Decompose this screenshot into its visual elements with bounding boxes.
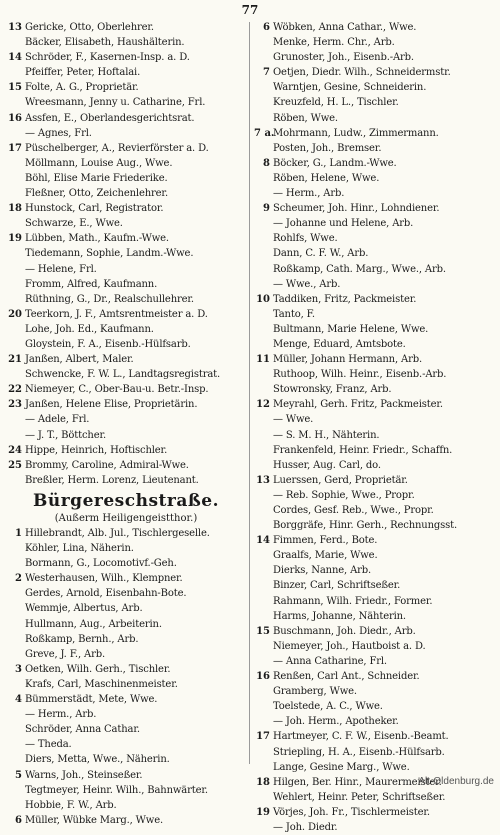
house-number: 12 [256, 399, 270, 411]
house-number: 24 [8, 444, 22, 456]
resident-text: — Wwe., Arb. [273, 278, 341, 290]
resident-text: Hilgen, Ber. Hinr., Maurermeister. [273, 776, 442, 788]
directory-entry [254, 156, 494, 171]
directory-entry [254, 714, 494, 729]
resident-text: Fromm, Alfred, Kaufmann. [25, 278, 158, 290]
directory-entry [254, 458, 494, 473]
house-number: 2 [15, 573, 22, 585]
directory-entry [6, 246, 246, 261]
resident-text: Schwarze, E., Wwe. [25, 218, 123, 230]
resident-text: Bultmann, Marie Helene, Wwe. [273, 323, 429, 335]
directory-entry [6, 216, 246, 231]
directory-entry [254, 488, 494, 503]
directory-entry [6, 277, 246, 292]
directory-entry [254, 367, 494, 382]
house-number: 18 [8, 203, 22, 215]
directory-entry [6, 382, 246, 397]
resident-text: Tegtmeyer, Heinr. Wilh., Bahnwärter. [25, 784, 208, 796]
house-number: 25 [8, 459, 22, 471]
directory-entry [6, 156, 246, 171]
directory-entry [6, 367, 246, 382]
directory-entry [6, 231, 246, 246]
directory-entry [254, 563, 494, 578]
directory-entry [254, 428, 494, 443]
directory-entry [254, 699, 494, 714]
directory-entry [6, 171, 246, 186]
directory-entry [6, 35, 246, 50]
directory-entry [254, 231, 494, 246]
resident-text: Roßkamp, Bernh., Arb. [25, 633, 139, 645]
resident-text: Hippe, Heinrich, Hoftischler. [25, 444, 168, 456]
resident-text: Teerkorn, J. F., Amtsrentmeister a. D. [25, 308, 208, 320]
house-number: 19 [8, 233, 22, 245]
resident-text: Niemeyer, C., Ober-Bau-u. Betr.-Insp. [25, 384, 209, 396]
house-number: 11 [256, 354, 270, 366]
directory-entry [6, 783, 246, 798]
resident-text: Schröder, F., Kasernen-Insp. a. D. [25, 52, 190, 64]
resident-text: Lange, Gesine Marg., Wwe. [273, 761, 410, 773]
resident-text: Husser, Aug. Carl, do. [273, 459, 381, 471]
directory-entry [254, 639, 494, 654]
resident-text: Rahmann, Wilh. Friedr., Former. [273, 595, 433, 607]
house-number: 13 [256, 474, 270, 486]
directory-entry [254, 322, 494, 337]
house-number: 3 [15, 663, 22, 675]
resident-text: Menge, Eduard, Amtsbote. [273, 338, 406, 350]
resident-text: — Herm., Arb. [273, 188, 345, 200]
directory-entry [254, 760, 494, 775]
resident-text: — Agnes, Frl. [25, 127, 92, 139]
resident-text: Püschelberger, A., Revierförster a. D. [25, 142, 209, 154]
resident-text: — Johanne und Helene, Arb. [273, 218, 414, 230]
resident-text: Böcker, G., Landm.-Wwe. [273, 157, 397, 169]
resident-text: Röben, Helene, Wwe. [273, 172, 380, 184]
directory-entry [6, 473, 246, 488]
directory-entry [254, 443, 494, 458]
resident-text: Graalfs, Marie, Wwe. [273, 550, 378, 562]
resident-text: Lübben, Math., Kaufm.-Wwe. [25, 233, 169, 245]
resident-text: Janßen, Albert, Maler. [25, 354, 134, 366]
resident-text: Bümmerstädt, Mete, Wwe. [25, 694, 158, 706]
resident-text: Hillebrandt, Alb. Jul., Tischlergeselle. [25, 528, 210, 539]
directory-entry [254, 684, 494, 699]
directory-entry [6, 186, 246, 201]
directory-entry [6, 601, 246, 616]
resident-text: Bormann, G., Locomotivf.-Geh. [25, 558, 177, 570]
resident-text: Ruthoop, Wilh. Heinr., Eisenb.-Arb. [273, 369, 447, 381]
directory-entry [254, 594, 494, 609]
resident-text: Warns, Joh., Steinseßer. [25, 769, 143, 781]
resident-text: Mohrmann, Ludw., Zimmermann. [273, 127, 439, 139]
directory-entry [254, 141, 494, 156]
directory-entry [254, 578, 494, 593]
directory-entry [6, 617, 246, 632]
directory-entry [6, 412, 246, 427]
resident-text: Gericke, Otto, Oberlehrer. [25, 22, 154, 33]
directory-entry [254, 126, 494, 141]
resident-text: Janßen, Helene Elise, Proprietärin. [25, 399, 198, 411]
resident-text: Oetjen, Diedr. Wilh., Schneidermstr. [273, 67, 451, 79]
directory-entry [6, 322, 246, 337]
directory-entry [254, 805, 494, 820]
left-column [6, 20, 246, 828]
house-number: 16 [8, 112, 22, 124]
resident-text: Roßkamp, Cath. Marg., Wwe., Arb. [273, 263, 446, 275]
directory-entry [6, 526, 246, 541]
directory-entry [6, 111, 246, 126]
directory-entry [6, 556, 246, 571]
directory-entry [254, 518, 494, 533]
house-number: 7 a. [254, 127, 275, 139]
directory-entry [254, 65, 494, 80]
resident-text: Scheumer, Joh. Hinr., Lohndiener. [273, 203, 440, 215]
directory-entry [6, 292, 246, 307]
directory-entry [254, 669, 494, 684]
resident-text: Toelstede, A. C., Wwe. [273, 701, 383, 713]
resident-text: Fimmen, Ferd., Bote. [273, 535, 378, 547]
watermark: Alt-Oldenburg.de [418, 776, 494, 787]
resident-text: Möllmann, Louise Aug., Wwe. [25, 157, 173, 169]
resident-text: Gloystein, F. A., Eisenb.-Hülfsarb. [25, 338, 191, 350]
directory-entry [6, 647, 246, 662]
resident-text: Westerhausen, Wilh., Klempner. [25, 573, 183, 585]
house-number: 15 [256, 625, 270, 637]
directory-entry [6, 50, 246, 65]
resident-text: Bäcker, Elisabeth, Haushälterin. [25, 37, 185, 49]
resident-text: Warntjen, Gesine, Schneiderin. [273, 82, 427, 94]
resident-text: Borggräfe, Hinr. Gerh., Rechnungsst. [273, 520, 458, 532]
resident-text: Hartmeyer, C. F. W., Eisenb.-Beamt. [273, 731, 449, 743]
house-number: 8 [263, 157, 270, 169]
directory-entry [6, 632, 246, 647]
house-number: 14 [256, 535, 270, 547]
directory-entry [254, 503, 494, 518]
directory-entry [6, 586, 246, 601]
directory-entry [254, 533, 494, 548]
resident-text: Tiedemann, Sophie, Landm.-Wwe. [25, 248, 194, 260]
resident-text: Röben, Wwe. [273, 112, 338, 124]
resident-text: Köhler, Lina, Näherin. [25, 543, 134, 555]
resident-text: Dierks, Nanne, Arb. [273, 565, 372, 577]
right-column [254, 20, 494, 835]
directory-entry [254, 186, 494, 201]
house-number: 18 [256, 776, 270, 788]
house-number: 6 [263, 22, 270, 33]
resident-text: Binzer, Carl, Schriftseßer. [273, 580, 401, 592]
resident-text: Oetken, Wilh. Gerh., Tischler. [25, 663, 171, 675]
resident-text: — Adele, Frl. [25, 414, 90, 426]
resident-text: — S. M. H., Nähterin. [273, 429, 380, 441]
resident-text: Wreesmann, Jenny u. Catharine, Frl. [25, 97, 206, 109]
resident-text: Wemmje, Albertus, Arb. [25, 603, 143, 615]
directory-entry [254, 201, 494, 216]
resident-text: Luerssen, Gerd, Proprietär. [273, 474, 408, 486]
resident-text: — Wwe. [273, 414, 314, 426]
directory-entry [254, 216, 494, 231]
house-number: 17 [8, 142, 22, 154]
resident-text: Assfen, E., Oberlandesgerichtsrat. [25, 112, 195, 124]
resident-text: Fleßner, Otto, Zeichenlehrer. [25, 188, 168, 200]
resident-text: Hobbie, F. W., Arb. [25, 799, 117, 811]
directory-entry [254, 624, 494, 639]
resident-text: Renßen, Carl Ant., Schneider. [273, 671, 420, 683]
directory-entry [254, 80, 494, 95]
directory-entry [6, 752, 246, 767]
directory-entry [6, 428, 246, 443]
resident-text: Rohlfs, Wwe. [273, 233, 338, 245]
resident-text: Striepling, H. A., Eisenb.-Hülfsarb. [273, 746, 445, 758]
directory-entry [254, 820, 494, 835]
directory-entry [254, 292, 494, 307]
directory-entry [254, 745, 494, 760]
resident-text: Tanto, F. [273, 308, 315, 320]
resident-text: — Theda. [25, 739, 72, 751]
resident-text: Müller, Wübke Marg., Wwe. [25, 814, 164, 826]
resident-text: Schröder, Anna Cathar. [25, 724, 140, 736]
directory-entry [254, 246, 494, 261]
directory-entry [6, 677, 246, 692]
directory-entry [254, 20, 494, 35]
resident-text: Stowronsky, Franz, Arb. [273, 384, 392, 396]
resident-text: Kreuzfeld, H. L., Tischler. [273, 97, 399, 109]
directory-entry [6, 737, 246, 752]
resident-text: Diers, Metta, Wwe., Näherin. [25, 754, 170, 766]
resident-text: — Helene, Frl. [25, 263, 97, 275]
directory-entry [6, 20, 246, 35]
left-entries-street [6, 526, 246, 828]
directory-entry [254, 337, 494, 352]
house-number: 20 [8, 308, 22, 320]
right-entries [254, 20, 494, 835]
resident-text: Wehlert, Heinr. Peter, Schriftseßer. [273, 791, 446, 803]
house-number: 4 [15, 694, 22, 706]
resident-text: Frankenfeld, Heinr. Friedr., Schaffn. [273, 444, 453, 456]
street-subheading: (Außerm Heiligengeistthor.) [54, 512, 198, 524]
directory-entry [6, 397, 246, 412]
directory-entry [254, 397, 494, 412]
directory-entry [6, 126, 246, 141]
left-entries [6, 20, 246, 488]
resident-text: Hunstock, Carl, Registrator. [25, 203, 164, 215]
house-number: 23 [8, 399, 22, 411]
resident-text: Buschmann, Joh. Diedr., Arb. [273, 625, 416, 637]
house-number: 1 [15, 528, 22, 539]
directory-entry [254, 171, 494, 186]
resident-text: Harms, Johanne, Nähterin. [273, 610, 406, 622]
page-number: 77 [241, 3, 259, 17]
directory-entry [6, 141, 246, 156]
house-number: 9 [263, 203, 270, 215]
directory-entry [254, 307, 494, 322]
house-number: 13 [8, 22, 22, 33]
directory-entry [6, 95, 246, 110]
resident-text: — Joh. Diedr. [273, 821, 338, 833]
directory-entry [254, 35, 494, 50]
resident-text: Greve, J. F., Arb. [25, 648, 106, 660]
directory-entry [254, 277, 494, 292]
directory-entry [6, 443, 246, 458]
house-number: 10 [256, 293, 270, 305]
directory-entry [6, 722, 246, 737]
house-number: 19 [256, 806, 270, 818]
house-number: 21 [8, 354, 22, 366]
resident-text: — Anna Catharine, Frl. [273, 655, 387, 667]
resident-text: Taddiken, Fritz, Packmeister. [273, 293, 417, 305]
directory-entry [254, 473, 494, 488]
resident-text: — J. T., Böttcher. [25, 429, 107, 441]
directory-entry [254, 654, 494, 669]
directory-entry [6, 571, 246, 586]
directory-entry [6, 798, 246, 813]
directory-entry [6, 662, 246, 677]
directory-entry [6, 768, 246, 783]
directory-entry [6, 692, 246, 707]
resident-text: Brommy, Caroline, Admiral-Wwe. [25, 459, 189, 471]
house-number: 15 [8, 82, 22, 94]
resident-text: Vörjes, Joh. Fr., Tischlermeister. [273, 806, 430, 818]
directory-entry [254, 262, 494, 277]
house-number: 7 [263, 67, 270, 79]
directory-entry [254, 382, 494, 397]
directory-entry [6, 707, 246, 722]
resident-text: Grunoster, Joh., Eisenb.-Arb. [273, 52, 414, 64]
directory-entry [254, 352, 494, 367]
directory-entry [254, 729, 494, 744]
house-number: 6 [15, 814, 22, 826]
street-heading: Bürgereschstraße. [33, 490, 219, 511]
resident-text: Krafs, Carl, Maschinenmeister. [25, 678, 178, 690]
directory-entry [6, 307, 246, 322]
directory-entry [6, 352, 246, 367]
resident-text: Niemeyer, Joh., Hautboist a. D. [273, 640, 426, 652]
resident-text: Gramberg, Wwe. [273, 686, 357, 698]
directory-entry [6, 813, 246, 828]
directory-entry [6, 65, 246, 80]
resident-text: Breßler, Herm. Lorenz, Lieutenant. [25, 474, 199, 486]
house-number: 17 [256, 731, 270, 743]
resident-text: Posten, Joh., Bremser. [273, 142, 382, 154]
directory-entry [254, 111, 494, 126]
directory-entry [6, 458, 246, 473]
house-number: 5 [15, 769, 22, 781]
resident-text: Dann, C. F. W., Arb. [273, 248, 369, 260]
resident-text: — Herm., Arb. [25, 709, 97, 721]
resident-text: Cordes, Gesf. Reb., Wwe., Propr. [273, 505, 434, 516]
directory-entry [254, 609, 494, 624]
resident-text: — Joh. Herm., Apotheker. [273, 716, 399, 728]
resident-text: Meyrahl, Gerh. Fritz, Packmeister. [273, 399, 443, 411]
house-number: 14 [8, 52, 22, 64]
directory-entry [254, 412, 494, 427]
resident-text: Hullmann, Aug., Arbeiterin. [25, 618, 162, 630]
directory-entry [6, 541, 246, 556]
directory-entry [254, 548, 494, 563]
directory-entry [254, 790, 494, 805]
house-number: 16 [256, 671, 270, 683]
resident-text: Schwencke, F. W. L., Landtagsregistrat. [25, 369, 221, 381]
directory-entry [6, 337, 246, 352]
directory-entry [6, 80, 246, 95]
directory-entry [6, 262, 246, 277]
directory-entry [254, 50, 494, 65]
resident-text: Rüthning, G., Dr., Realschullehrer. [25, 293, 194, 305]
resident-text: Böhl, Elise Marie Friederike. [25, 172, 168, 184]
directory-entry [254, 95, 494, 110]
resident-text: — Reb. Sophie, Wwe., Propr. [273, 489, 415, 501]
house-number: 22 [8, 384, 22, 396]
resident-text: Folte, A. G., Proprietär. [25, 82, 139, 94]
resident-text: Müller, Johann Hermann, Arb. [273, 354, 423, 366]
resident-text: Gerdes, Arnold, Eisenbahn-Bote. [25, 588, 187, 600]
column-divider [249, 22, 250, 764]
directory-entry [6, 201, 246, 216]
resident-text: Lohe, Joh. Ed., Kaufmann. [25, 323, 154, 335]
resident-text: Wöbken, Anna Cathar., Wwe. [273, 22, 417, 33]
resident-text: Pfeiffer, Peter, Hoftalai. [25, 67, 141, 79]
resident-text: Menke, Herm. Chr., Arb. [273, 37, 395, 49]
